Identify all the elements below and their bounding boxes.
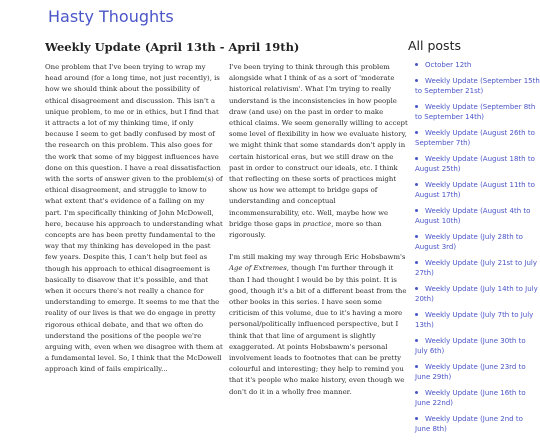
post-paragraph bbox=[229, 62, 408, 241]
list-item bbox=[404, 414, 540, 434]
post-paragraph: One problem that I've been trying to wrap my head around (for a long time, not just recently), is how we should think about the possibility of ethical disagreement and discussion. This isn't a unique problem, to me or in ethics, but I find that it attracts a lot of my thinking time, if only because I seem to get badly confused by most of the research on this problem. This also goes for the work that some of my biggest influences have done on this question. I have a real dissatisfaction with the sorts of answer given to the problem(s) of ethical disagreement, and struggle to know to what extent that's evidence of a failing on my part. I'm specifically thinking of John McDowell, here, because his approach to understanding what concepts are has been pretty fundamental to the way that my thinking has developed in the past few years. Despite this, I can't help but feel as though his approach to ethical disagreement is basically to disavow that it's possible, and that when it occurs there's not really a chance for understanding to emerge. It seems to me that the reality of our lives is that we do engage in pretty rigorous ethical debate, and that we often do understand the positions of the people we're arguing with, even when we disagree with them at a fundamental level. So, I think that the McDowell approach kind of fails empirically... bbox=[45, 63, 223, 374]
paragraph-text: , though I'm further through it than I had thought I would be by this point. It is good, though it's a bit of a different beast from the other books in this series. I have seen some criticism of this volume, due to it's having a more personal/politically influenced perspective, but I think that that line of argument is slightly exaggerated. At points Hobsbawm's personal involvement leads to footnotes that can be pretty colourful and interesting; they help to remind you that it's people who make history, even though we don't do it in a wholly free manner. bbox=[229, 264, 407, 396]
post-link[interactable]: Weekly Update (September 15th to September 21st) bbox=[415, 77, 540, 95]
sidebar-heading: All posts bbox=[408, 38, 461, 53]
all-posts-list bbox=[404, 60, 540, 440]
post-link[interactable]: Weekly Update (June 23rd to June 29th) bbox=[415, 363, 526, 381]
list-item bbox=[404, 180, 540, 200]
post-link[interactable]: Weekly Update (July 14th to July 20th) bbox=[415, 285, 538, 303]
list-item bbox=[404, 76, 540, 96]
post-link[interactable]: Weekly Update (July 7th to July 13th) bbox=[415, 311, 534, 329]
list-item bbox=[404, 258, 540, 278]
paragraph-text: , more so than rigorously. bbox=[229, 219, 382, 240]
post-link[interactable]: Weekly Update (August 11th to August 17th) bbox=[415, 181, 535, 199]
post-body-right-column bbox=[229, 62, 408, 409]
list-item bbox=[404, 284, 540, 304]
list-item bbox=[404, 60, 540, 70]
paragraph-text: I'm still making my way through Eric Hobsbawm's bbox=[229, 253, 406, 262]
list-item bbox=[404, 232, 540, 252]
emphasis-text: practice bbox=[302, 219, 332, 228]
paragraph-text: I've been trying to think through this problem alongside what I think of as a sort of 'moderate historical relativism'. What I'm trying to really understand is the inconsistencies in how people draw (and use) on the past in order to make ethical claims. We seem generally willing to accept some level of flexibility in how we evaluate history, we might think that some standards don't apply in certain historical eras, but we still draw on the past in order to construct our ideals, etc. I think that reflecting on these sorts of practices might show us how we attempt to bridge gaps of understanding and conceptual incommensurability, etc. Well, maybe how we bridge those gaps in bbox=[229, 63, 408, 228]
post-link[interactable]: Weekly Update (June 2nd to June 8th) bbox=[415, 415, 523, 433]
list-item bbox=[404, 128, 540, 148]
post-paragraph bbox=[229, 252, 408, 398]
list-item bbox=[404, 154, 540, 174]
list-item bbox=[404, 388, 540, 408]
list-item bbox=[404, 310, 540, 330]
list-item bbox=[404, 336, 540, 356]
post-link[interactable]: Weekly Update (August 26th to September 7th) bbox=[415, 129, 535, 147]
book-title: Age of Extremes bbox=[229, 264, 287, 273]
post-link[interactable]: Weekly Update (June 16th to June 22nd) bbox=[415, 389, 526, 407]
post-link[interactable]: Weekly Update (July 28th to August 3rd) bbox=[415, 233, 523, 251]
post-link[interactable]: Weekly Update (August 18th to August 25th) bbox=[415, 155, 535, 173]
list-item bbox=[404, 102, 540, 122]
list-item bbox=[404, 206, 540, 226]
post-body-left-column bbox=[45, 62, 223, 387]
post-title: Weekly Update (April 13th - April 19th) bbox=[45, 40, 300, 54]
post-link[interactable]: Weekly Update (August 4th to August 10th) bbox=[415, 207, 531, 225]
post-link[interactable]: Weekly Update (September 8th to September 14th) bbox=[415, 103, 536, 121]
site-title-link[interactable]: Hasty Thoughts bbox=[48, 7, 174, 26]
list-item bbox=[404, 362, 540, 382]
post-link[interactable]: Weekly Update (July 21st to July 27th) bbox=[415, 259, 537, 277]
post-link[interactable]: October 12th bbox=[425, 61, 472, 69]
post-link[interactable]: Weekly Update (June 30th to July 6th) bbox=[415, 337, 526, 355]
